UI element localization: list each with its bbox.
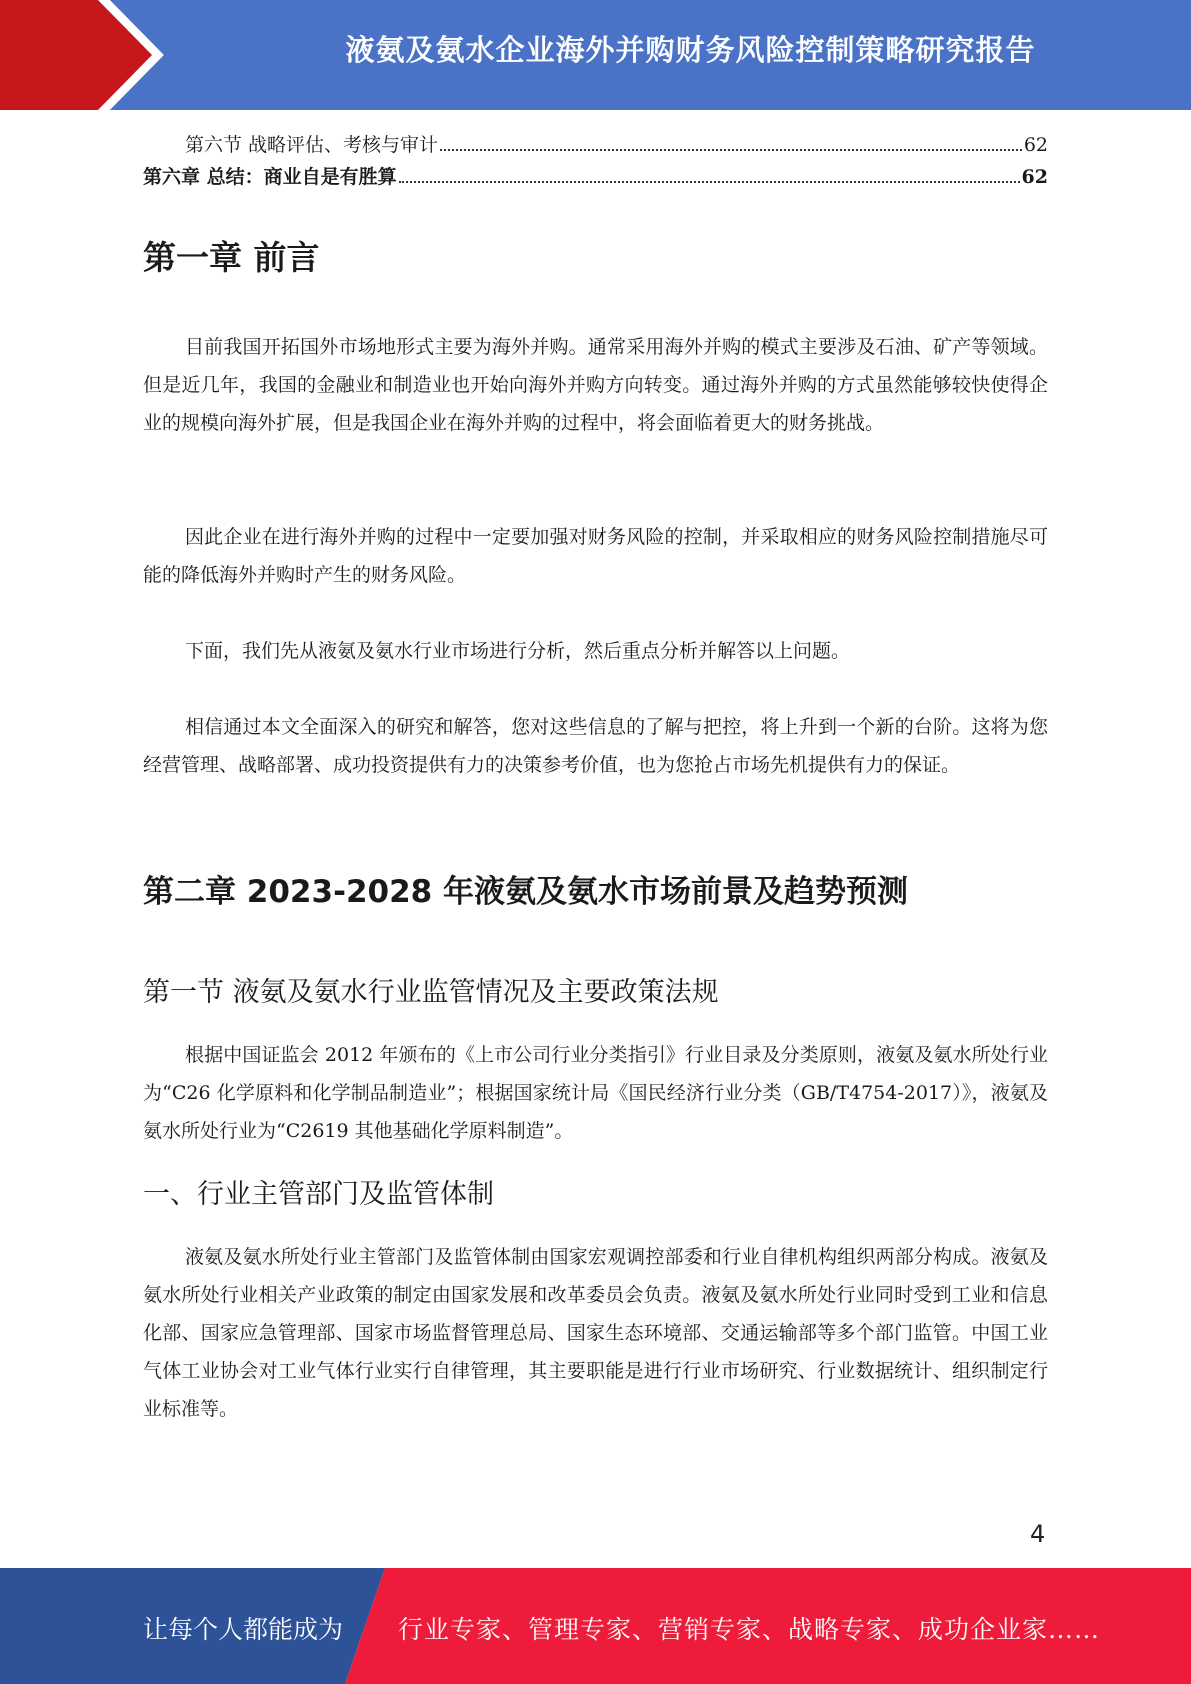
paragraph: 目前我国开拓国外市场地形式主要为海外并购。通常采用海外并购的模式主要涉及石油、矿产等领域。但是近几年，我国的金融业和制造业也开始向海外并购方向转变。通过海外并购的方式虽然能够较快使得企业的规模向海外扩展，但是我国企业在海外并购的过程中，将会面临着更大的财务挑战。 xyxy=(143,336,1048,434)
section-title: 第一节 液氨及氨水行业监管情况及主要政策法规 xyxy=(143,977,719,1008)
header-title: 液氨及氨水企业海外并购财务风险控制策略研究报告 xyxy=(345,33,1036,67)
page-footer xyxy=(0,1568,1191,1684)
chapter-1-title: 第一章 前言 xyxy=(143,238,320,277)
page-header xyxy=(0,0,1191,110)
toc-entry[interactable] xyxy=(143,130,1048,157)
footer-slogan-right: 行业专家、管理专家、营销专家、战略专家、成功企业家…… xyxy=(398,1615,1101,1644)
chapter-2-title: 第二章 2023-2028 年液氨及氨水市场前景及趋势预测 xyxy=(143,874,909,910)
toc-entry-page: 62 xyxy=(1021,166,1048,188)
toc-entry-label: 第六章 总结：商业自是有胜算 xyxy=(143,166,397,188)
subsection-title: 一、行业主管部门及监管体制 xyxy=(143,1179,494,1210)
footer-slogan-left: 让每个人都能成为 xyxy=(143,1615,344,1644)
page-number: 4 xyxy=(1030,1520,1046,1548)
toc-entry[interactable] xyxy=(143,162,1048,189)
toc-leader xyxy=(399,181,1020,183)
toc-entry-page: 62 xyxy=(1023,134,1048,156)
paragraph: 液氨及氨水所处行业主管部门及监管体制由国家宏观调控部委和行业自律机构组织两部分构成。液氨及氨水所处行业相关产业政策的制定由国家发展和改革委员会负责。液氨及氨水所处行业同时受到工业和信息化部、国家应急管理部、国家市场监督管理总局、国家生态环境部、交通运输部等多个部门监管。中国工业气体工业协会对工业气体行业实行自律管理，其主要职能是进行行业市场研究、行业数据统计、组织制定行业标准等。 xyxy=(143,1246,1048,1420)
paragraph: 相信通过本文全面深入的研究和解答，您对这些信息的了解与把控，将上升到一个新的台阶。这将为您经营管理、战略部署、成功投资提供有力的决策参考价值，也为您抢占市场先机提供有力的保证。 xyxy=(143,716,1048,776)
toc-entry-label: 第六节 战略评估、考核与审计 xyxy=(185,134,439,156)
paragraph: 下面，我们先从液氨及氨水行业市场进行分析，然后重点分析并解答以上问题。 xyxy=(185,640,851,662)
paragraph: 因此企业在进行海外并购的过程中一定要加强对财务风险的控制，并采取相应的财务风险控制措施尽可能的降低海外并购时产生的财务风险。 xyxy=(143,526,1048,586)
toc-leader xyxy=(440,149,1022,151)
paragraph: 根据中国证监会 2012 年颁布的《上市公司行业分类指引》行业目录及分类原则，液氨及氨水所处行业为“C26 化学原料和化学制品制造业”；根据国家统计局《国民经济行业分类（GB/T4754-2017）》，液氨及氨水所处行业为“C2619 其他基础化学原料制造”。 xyxy=(143,1044,1048,1142)
